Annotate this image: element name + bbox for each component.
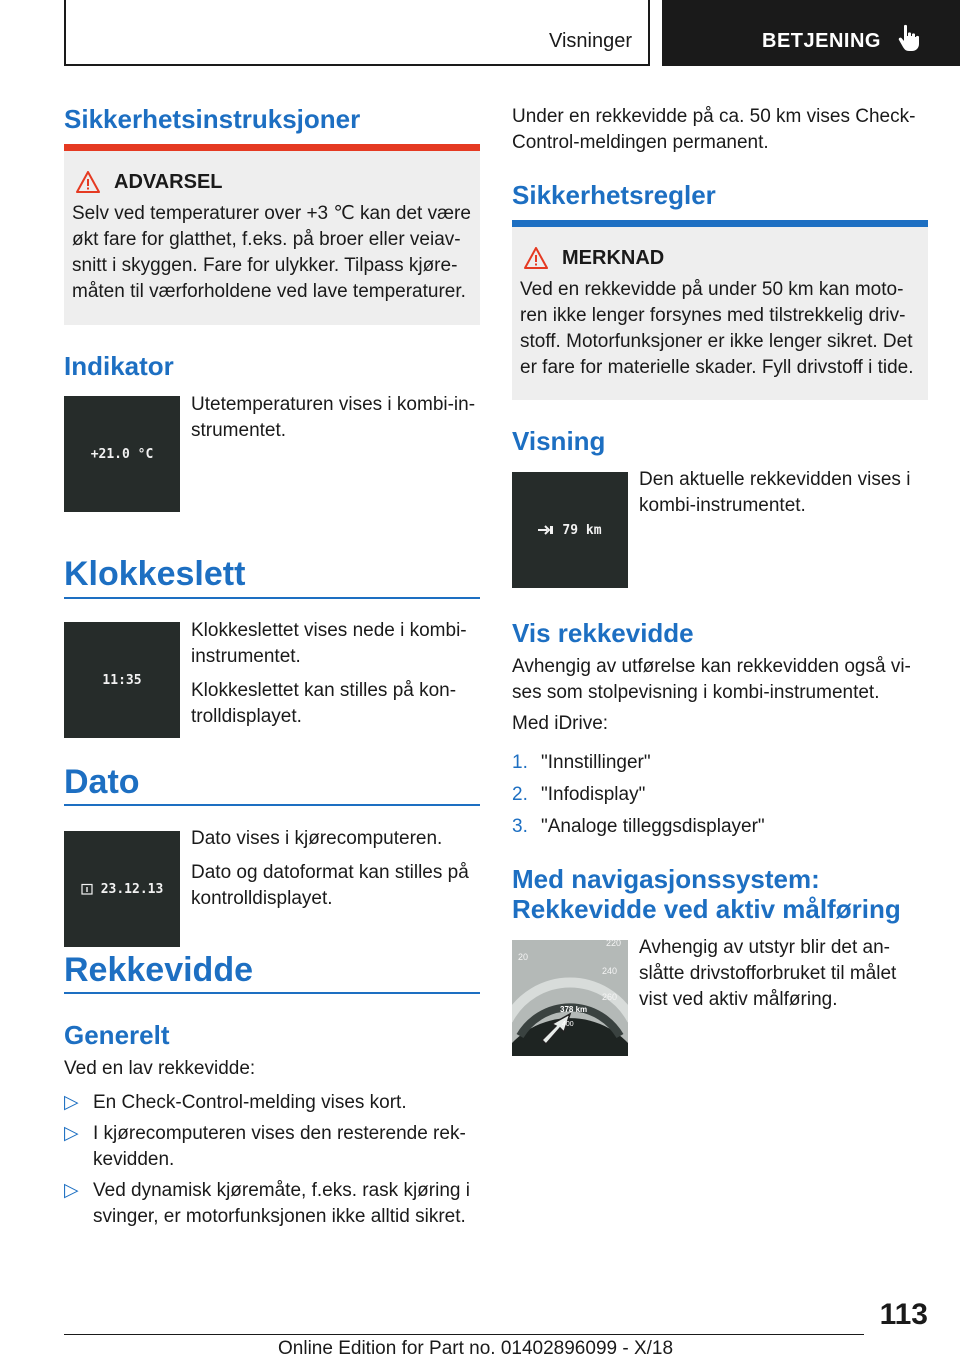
indikator-text bbox=[191, 392, 491, 444]
notice-title-row bbox=[520, 241, 920, 275]
nav-line: vist ved aktiv målføring. bbox=[639, 989, 838, 1010]
page-number: 113 bbox=[879, 1298, 928, 1331]
notice-text bbox=[520, 275, 920, 381]
warning-triangle-icon bbox=[76, 171, 100, 193]
indikator-line: Utetemperaturen vises i kombi-in‐ bbox=[191, 394, 476, 415]
notice-rule bbox=[512, 220, 928, 227]
dato-heading: Dato bbox=[64, 763, 140, 801]
klokkeslett-line: Klokkeslettet kan stilles på kon‐ bbox=[191, 680, 457, 701]
warning-line: økt fare for glatthet, f.eks. på broer eller veiav‐ bbox=[72, 229, 461, 250]
step-item bbox=[512, 750, 928, 776]
step-text: "Innstillinger" bbox=[541, 752, 651, 773]
gauge-graphic bbox=[512, 940, 628, 1056]
klokkeslett-heading: Klokkeslett bbox=[64, 555, 246, 593]
visning-line: kombi-instrumentet. bbox=[639, 495, 806, 516]
visning-line: Den aktuelle rekkevidden vises i bbox=[639, 469, 911, 490]
step-number: 3. bbox=[512, 816, 528, 837]
hand-pointer-icon bbox=[898, 24, 920, 52]
notice-triangle-icon bbox=[524, 247, 548, 269]
klokkeslett-line: instrumentet. bbox=[191, 646, 301, 667]
warning-title: ADVARSEL bbox=[114, 170, 223, 193]
clock-display-image bbox=[64, 622, 180, 738]
gauge-label: 260 bbox=[602, 992, 618, 1002]
date-display-value: 23.12.13 bbox=[100, 881, 164, 897]
list-item bbox=[64, 1090, 480, 1116]
nav-heading-line-2: Rekkevidde ved aktiv målføring bbox=[512, 894, 901, 924]
bullet-text: svinger, er motorfunksjonen ikke alltid sikret. bbox=[93, 1206, 466, 1227]
bullet-text: I kjørecomputeren vises den resterende rek‐ bbox=[93, 1123, 466, 1144]
warning-line: Selv ved temperaturer over +3 ℃ kan det være bbox=[72, 203, 471, 224]
step-text: "Infodisplay" bbox=[541, 784, 646, 805]
vis-line: ses som stolpevisning i kombi-instrumentet. bbox=[512, 682, 880, 703]
indikator-line: strumentet. bbox=[191, 420, 287, 441]
temperature-display-image bbox=[64, 396, 180, 512]
step-number: 1. bbox=[512, 752, 528, 773]
dato-rule bbox=[64, 804, 480, 806]
nav-text bbox=[639, 935, 939, 1013]
intro-line: Control-meldingen permanent. bbox=[512, 132, 769, 153]
date-display-image bbox=[64, 831, 180, 947]
bullet-marker: ▷ bbox=[64, 1092, 79, 1113]
header-section-title: Visninger bbox=[548, 30, 632, 52]
vis-rekkevidde-heading: Vis rekkevidde bbox=[512, 618, 694, 648]
warning-title-row bbox=[72, 165, 472, 199]
bullet-text: En Check-Control-melding vises kort. bbox=[93, 1092, 407, 1113]
step-text: "Analoge tilleggsdisplayer" bbox=[541, 816, 765, 837]
notice-line: ren ikke lenger forsynes med tilstrekkelig driv‐ bbox=[520, 305, 906, 326]
safety-instructions-heading: Sikkerhetsinstruksjoner bbox=[64, 104, 361, 134]
intro-line: Under en rekkevidde på ca. 50 km vises Check- bbox=[512, 106, 916, 127]
bullet-text: kevidden. bbox=[93, 1149, 175, 1170]
dato-line: Dato vises i kjørecomputeren. bbox=[191, 828, 443, 849]
warning-text bbox=[72, 199, 472, 305]
header-chapter-tab bbox=[662, 0, 960, 66]
calendar-icon bbox=[81, 883, 93, 895]
notice-line: Ved en rekkevidde på under 50 km kan moto‐ bbox=[520, 279, 904, 300]
klokkeslett-text bbox=[191, 618, 491, 730]
range-display-image bbox=[512, 472, 628, 588]
warning-rule bbox=[64, 144, 480, 151]
idrive-label: Med iDrive: bbox=[512, 713, 609, 734]
dato-text bbox=[191, 826, 491, 912]
bullet-marker: ▷ bbox=[64, 1123, 79, 1144]
gauge-label: 20 bbox=[518, 952, 529, 962]
notice-line: er fare for materielle skader. Fyll drivstoff i tide. bbox=[520, 357, 914, 378]
notice-line: stoff. Motorfunksjoner er ikke lenger sikret. Det bbox=[520, 331, 913, 352]
indikator-heading: Indikator bbox=[64, 351, 174, 381]
gauge-label: 400 bbox=[562, 1021, 574, 1028]
generelt-intro: Ved en lav rekkevidde: bbox=[64, 1058, 256, 1079]
bullet-marker: ▷ bbox=[64, 1180, 79, 1201]
nav-line: slåtte drivstofforbruket til målet bbox=[639, 963, 897, 984]
footer-rule bbox=[64, 1334, 864, 1335]
gauge-label: 220 bbox=[606, 940, 622, 948]
klokkeslett-line: trolldisplayet. bbox=[191, 706, 302, 727]
temperature-display-value: +21.0 °C bbox=[90, 446, 154, 462]
range-arrow-icon bbox=[538, 525, 554, 535]
notice-callout bbox=[512, 227, 928, 400]
notice-title: MERKNAD bbox=[562, 246, 665, 269]
list-item bbox=[64, 1121, 480, 1173]
generelt-heading: Generelt bbox=[64, 1020, 170, 1050]
warning-line: måten til værforholdene ved lave temperaturer. bbox=[72, 281, 466, 302]
rekkevidde-heading: Rekkevidde bbox=[64, 951, 253, 989]
klokkeslett-rule bbox=[64, 597, 480, 599]
step-number: 2. bbox=[512, 784, 528, 805]
sikkerhetsregler-heading: Sikkerhetsregler bbox=[512, 180, 716, 210]
header-section-box bbox=[64, 0, 650, 66]
step-item bbox=[512, 814, 928, 840]
list-item bbox=[64, 1178, 480, 1230]
visning-heading: Visning bbox=[512, 426, 606, 456]
intro-text bbox=[512, 104, 928, 156]
klokkeslett-line: Klokkeslettet vises nede i kombi‐ bbox=[191, 620, 467, 641]
vis-line: Avhengig av utførelse kan rekkevidden også vi‐ bbox=[512, 656, 911, 677]
nav-line: Avhengig av utstyr blir det an‐ bbox=[639, 937, 891, 958]
dato-line: Dato og datoformat kan stilles på bbox=[191, 862, 469, 883]
bullet-text: Ved dynamisk kjøremåte, f.eks. rask kjøring i bbox=[93, 1180, 470, 1201]
gauge-label: 378 km bbox=[560, 1005, 588, 1014]
vis-rekkevidde-text bbox=[512, 654, 928, 706]
warning-line: snitt i skyggen. Fare for ulykker. Tilpass kjøre‐ bbox=[72, 255, 458, 276]
header-chapter-title: BETJENING bbox=[762, 30, 881, 52]
nav-heading-line-1: Med navigasjonssystem: bbox=[512, 864, 820, 894]
clock-display-value: 11:35 bbox=[102, 672, 142, 688]
navigation-gauge-image bbox=[512, 940, 628, 1056]
gauge-label: 240 bbox=[602, 966, 618, 976]
dato-line: kontrolldisplayet. bbox=[191, 888, 333, 909]
visning-text bbox=[639, 467, 939, 519]
step-item bbox=[512, 782, 928, 808]
rekkevidde-rule bbox=[64, 992, 480, 994]
footer-edition: Online Edition for Part no. 01402896099 - X/18 bbox=[278, 1338, 674, 1359]
warning-callout bbox=[64, 151, 480, 325]
range-display-value: 79 km bbox=[562, 522, 602, 538]
